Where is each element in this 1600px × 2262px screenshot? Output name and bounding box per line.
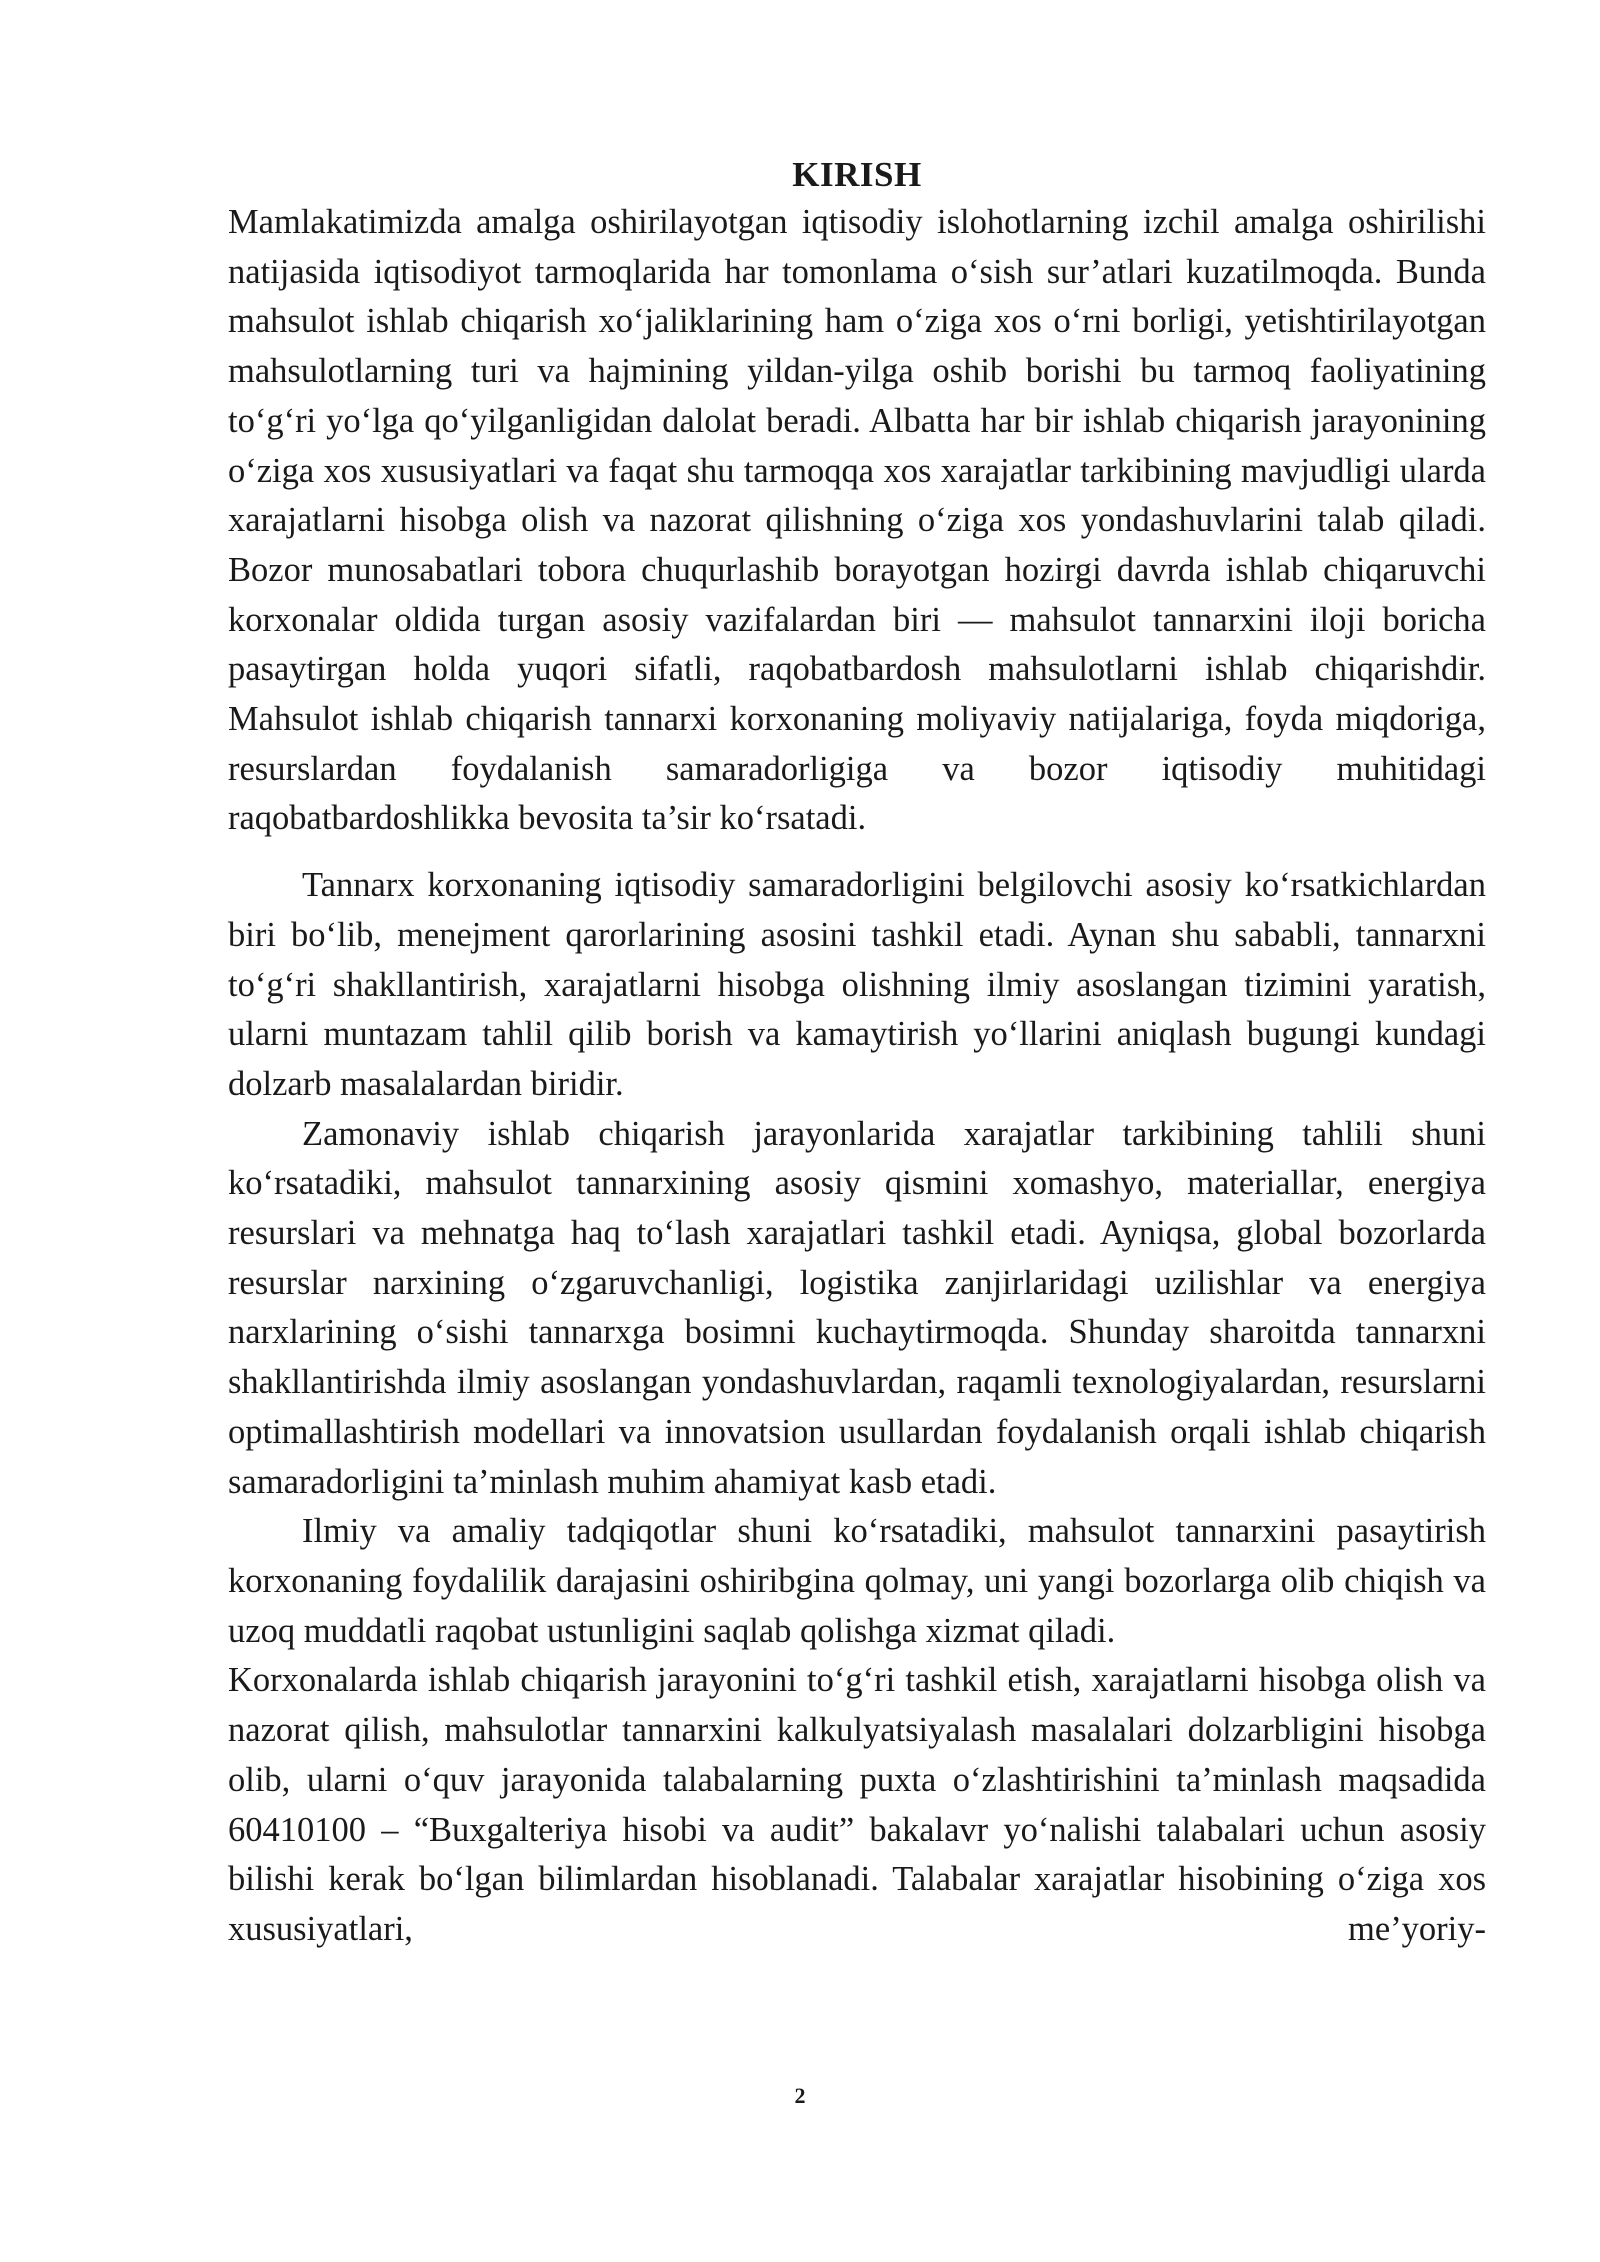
- paragraph-2: Tannarx korxonaning iqtisodiy samaradorligini belgilovchi asosiy koʻrsatkichlardan biri boʻlib, menejment qarorlarining asosini tashkil etadi. Aynan shu sababli, tannarxni toʻgʻri shakllantirish, xarajatlarni hisobga olishning ilmiy asoslangan tizimini yaratish, ularni muntazam tahlil qilib borish va kamaytirish yoʻllarini aniqlash bugungi kundagi dolzarb masalalardan biridir.: [228, 866, 1486, 1103]
- section-heading: KIRISH: [792, 155, 922, 194]
- paragraph-1: Mamlakatimizda amalga oshirilayotgan iqtisodiy islohotlarning izchil amalga oshirilishi natijasida iqtisodiyot tarmoqlarida har tomonlama oʻsish sur’atlari kuzatilmoqda. Bunda mahsulot ishlab chiqarish xoʻjaliklarining ham oʻziga xos oʻrni borligi, yetishtirilayotgan mahsulotlarning turi va hajmining yildan-yilga oshib borishi bu tarmoq faoliyatining toʻgʻri yoʻlga qoʻyilganligidan dalolat beradi. Albatta har bir ishlab chiqarish jarayonining oʻziga xos xususiyatlari va faqat shu tarmoqqa xos xarajatlar tarkibining mavjudligi ularda xarajatlarni hisobga olish va nazorat qilishning oʻziga xos yondashuvlarini talab qiladi. Bozor munosabatlari tobora chuqurlashib borayotgan hozirgi davrda ishlab chiqaruvchi korxonalar oldida turgan asosiy vazifalardan biri — mahsulot tannarxini iloji boricha pasaytirgan holda yuqori sifatli, raqobatbardosh mahsulotlarni ishlab chiqarishdir. Mahsulot ishlab chiqarish tannarxi korxonaning moliyaviy natijalariga, foyda miqdoriga, resurslardan foydalanish samaradorligiga va bozor iqtisodiy muhitidagi raqobatbardoshlikka bevosita ta’sir koʻrsatadi.: [228, 203, 1486, 838]
- paragraph-3: Zamonaviy ishlab chiqarish jarayonlarida xarajatlar tarkibining tahlili shuni koʻrsatadiki, mahsulot tannarxining asosiy qismini xomashyo, materiallar, energiya resurslari va mehnatga haq toʻlash xarajatlari tashkil etadi. Ayniqsa, global bozorlarda resurslar narxining oʻzgaruvchanligi, logistika zanjirlaridagi uzilishlar va energiya narxlarining oʻsishi tannarxga bosimni kuchaytirmoqda. Shunday sharoitda tannarxni shakllantirishda ilmiy asoslangan yondashuvlardan, raqamli texnologiyalardan, resurslarni optimallashtirish modellari va innovatsion usullardan foydalanish orqali ishlab chiqarish samaradorligini ta’minlash muhim ahamiyat kasb etadi.: [228, 1114, 1486, 1501]
- paragraph-5: Korxonalarda ishlab chiqarish jarayonini toʻgʻri tashkil etish, xarajatlarni hisobga olish va nazorat qilish, mahsulotlar tannarxini kalkulyatsiyalash masalalari dolzarbligini hisobga olib, ularni oʻquv jarayonida talabalarning puxta oʻzlashtirishini ta’minlash maqsadida 60410100 – “Buxgalteriya hisobi va audit” bakalavr yoʻnalishi talabalari uchun asosiy bilishi kerak boʻlgan bilimlardan hisoblanadi. Talabalar xarajatlar hisobining oʻziga xos xususiyatlari, me’yoriy-: [228, 1661, 1486, 1948]
- body-text: [228, 198, 1486, 1955]
- page-number: 2: [794, 2083, 806, 2108]
- paragraph-4: Ilmiy va amaliy tadqiqotlar shuni koʻrsatadiki, mahsulot tannarxini pasaytirish korxonaning foydalilik darajasini oshiribgina qolmay, uni yangi bozorlarga olib chiqish va uzoq muddatli raqobat ustunligini saqlab qolishga xizmat qiladi.: [228, 1512, 1486, 1650]
